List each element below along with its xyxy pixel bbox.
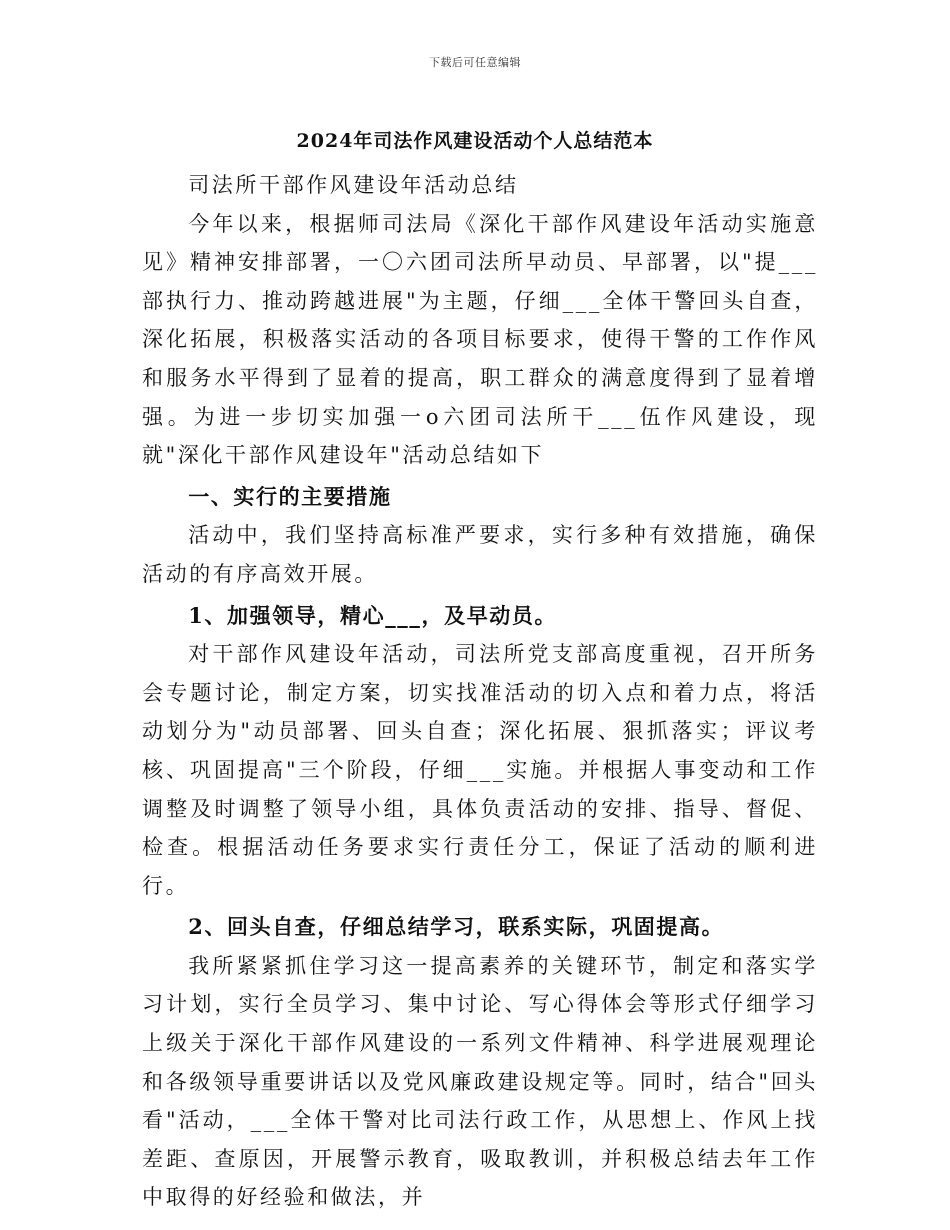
section-heading-1: 一、实行的主要措施	[188, 483, 392, 509]
section-1-intro-paragraph: 活动中，我们坚持高标准严要求，实行多种有效措施，确保活动的有序高效开展。	[142, 523, 818, 586]
item-2-paragraph: 我所紧紧抓住学习这一提高素养的关键环节，制定和落实学习计划，实行全员学习、集中讨论、写心得体会等形式仔细学习上级关于深化干部作风建设的一系列文件精神、科学进展观理论和各级领导重要讲话以及党风廉政建设规定等。同时，结合"回头看"活动，___全体干警对比司法行政工作，从思想上、作风上找差距、查原因，开展警示教育，吸取教训，并积极总结去年工作中取得的好经验和做法，并	[142, 953, 818, 1210]
document-subtitle: 司法所干部作风建设年活动总结	[188, 173, 519, 197]
document-title: 2024年司法作风建设活动个人总结范本	[296, 130, 654, 152]
intro-paragraph: 今年以来，根据师司法局《深化干部作风建设年活动实施意见》精神安排部署，一〇六团司法所早动员、早部署，以"提___部执行力、推动跨越进展"为主题，仔细___全体干警回头自查，深化拓展，积极落实活动的各项目标要求，使得干警的工作作风和服务水平得到了显着的提高，职工群众的满意度得到了显着增强。为进一步切实加强一ο六团司法所干___伍作风建设，现就"深化干部作风建设年"活动总结如下	[142, 211, 818, 468]
item-1-paragraph: 对干部作风建设年活动，司法所党支部高度重视，召开所务会专题讨论，制定方案，切实找准活动的切入点和着力点，将活动划分为"动员部署、回头自查；深化拓展、狠抓落实；评议考核、巩固提高"三个阶段，仔细___实施。并根据人事变动和工作调整及时调整了领导小组，具体负责活动的安排、指导、督促、检查。根据活动任务要求实行责任分工，保证了活动的顺利进行。	[142, 642, 818, 898]
item-heading-2: 2、回头自查，仔细总结学习，联系实际，巩固提高。	[188, 914, 725, 940]
page-header-note: 下载后可任意编辑	[429, 56, 521, 69]
item-heading-1: 1、加强领导，精心___，及早动员。	[188, 602, 558, 628]
document-body	[142, 166, 818, 1217]
